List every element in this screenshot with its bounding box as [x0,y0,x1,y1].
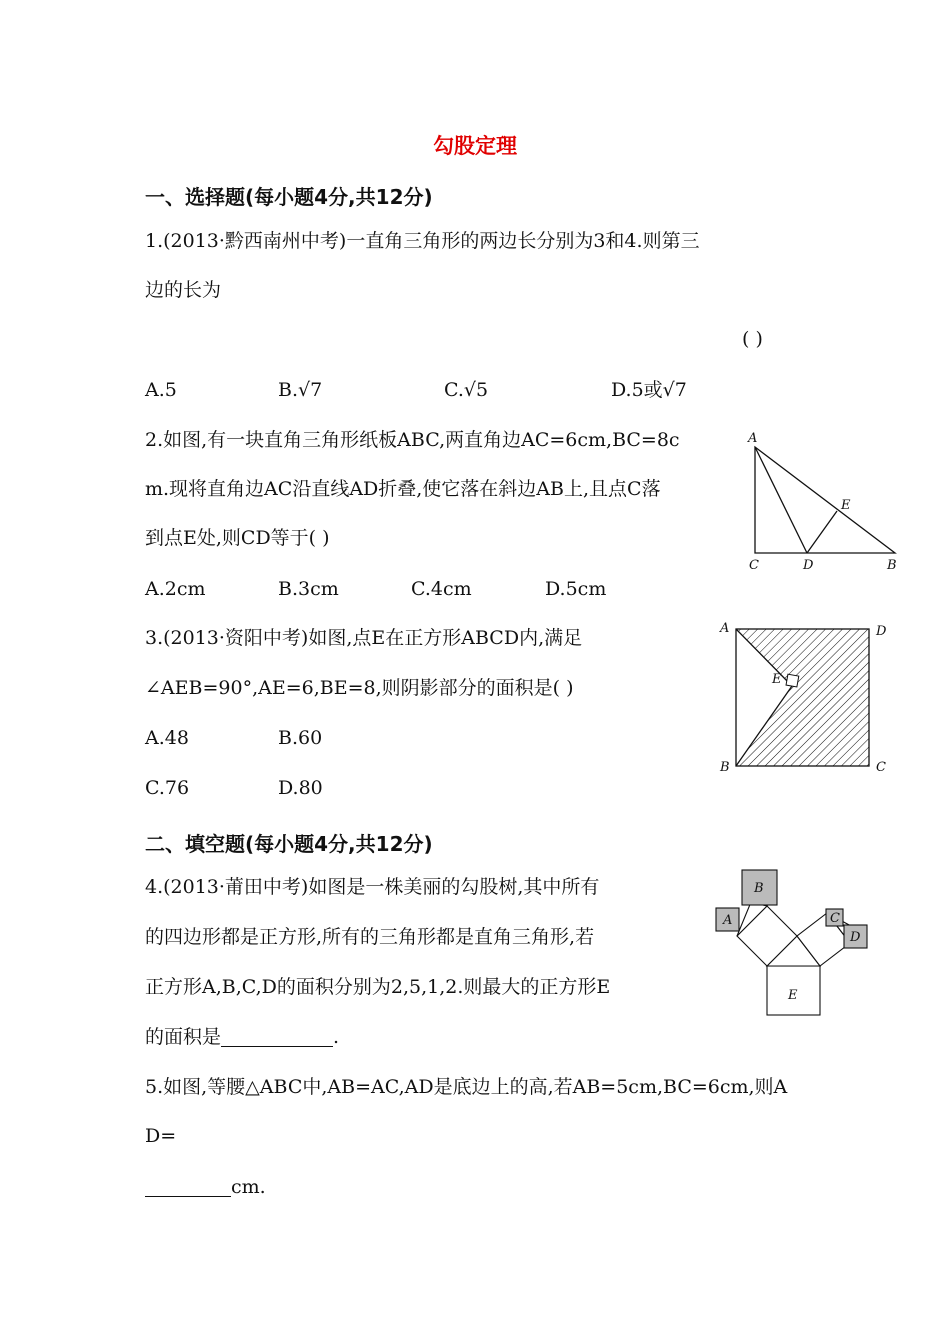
q4-line4-prefix: 的面积是 [145,1026,222,1048]
q2-label-e: E [841,498,851,513]
q3-label-a: A [720,621,730,636]
q3-line2: ∠AEB=90°,AE=6,BE=8,则阴影部分的面积是( ) [145,677,574,699]
q4-label-c: C [830,911,840,926]
q4-label-a: A [723,913,733,928]
q2-option-d[interactable]: D.5cm [545,578,607,600]
q5-answer-blank[interactable] [145,1180,231,1197]
q1-option-b[interactable]: B.√7 [278,379,323,401]
q3-option-c[interactable]: C.76 [145,777,190,799]
q4-label-d: D [850,930,861,945]
q4-line4 [145,1028,339,1047]
q5-line2: D= [145,1125,177,1147]
q1-line1: 1.(2013·黔西南州中考)一直角三角形的两边长分别为3和4.则第三 [145,230,700,252]
q3-square-figure [712,615,897,780]
q4-line1: 4.(2013·莆田中考)如图是一株美丽的勾股树,其中所有 [145,876,600,898]
q2-line3: 到点E处,则CD等于( ) [145,527,330,549]
q1-option-c[interactable]: C.√5 [444,379,489,401]
q1-option-d[interactable]: D.5或√7 [611,379,687,401]
section-heading-fill: 二、填空题(每小题4分,共12分) [145,832,433,856]
q3-label-b: B [720,760,730,775]
q2-label-a: A [748,431,758,446]
q1-option-a[interactable]: A.5 [145,379,177,401]
q5-line3 [145,1178,266,1197]
q2-line1: 2.如图,有一块直角三角形纸板ABC,两直角边AC=6cm,BC=8c [145,429,680,451]
q1-answer-paren: ( ) [742,328,763,350]
q4-line2: 的四边形都是正方形,所有的三角形都是直角三角形,若 [145,926,595,948]
q2-line2: m.现将直角边AC沿直线AD折叠,使它落在斜边AB上,且点C落 [145,478,661,500]
q3-option-a[interactable]: A.48 [145,727,189,749]
q2-option-c[interactable]: C.4cm [411,578,472,600]
q4-label-e: E [788,988,798,1003]
q3-line1: 3.(2013·资阳中考)如图,点E在正方形ABCD内,满足 [145,627,583,649]
q2-label-b: B [887,558,897,573]
page-title: 勾股定理 [433,134,517,158]
q4-answer-blank[interactable] [221,1030,333,1047]
q4-line3: 正方形A,B,C,D的面积分别为2,5,1,2.则最大的正方形E [145,976,611,998]
q2-option-b[interactable]: B.3cm [278,578,339,600]
q3-label-d: D [876,624,887,639]
q4-label-b: B [754,881,764,896]
q5-line3-suffix: cm. [231,1176,266,1198]
q2-label-d: D [803,558,814,573]
q1-line2: 边的长为 [145,279,222,301]
q3-label-c: C [876,760,886,775]
q3-option-d[interactable]: D.80 [278,777,323,799]
q2-label-c: C [749,558,759,573]
q4-pythagoras-tree-figure [710,865,875,1020]
q3-option-b[interactable]: B.60 [278,727,323,749]
q2-triangle-figure [735,425,910,580]
q4-line4-suffix: . [333,1026,340,1048]
q5-line1: 5.如图,等腰△ABC中,AB=AC,AD是底边上的高,若AB=5cm,BC=6cm,则A [145,1076,788,1098]
q3-label-e: E [772,672,782,687]
q2-option-a[interactable]: A.2cm [145,578,206,600]
section-heading-choice: 一、选择题(每小题4分,共12分) [145,185,433,209]
